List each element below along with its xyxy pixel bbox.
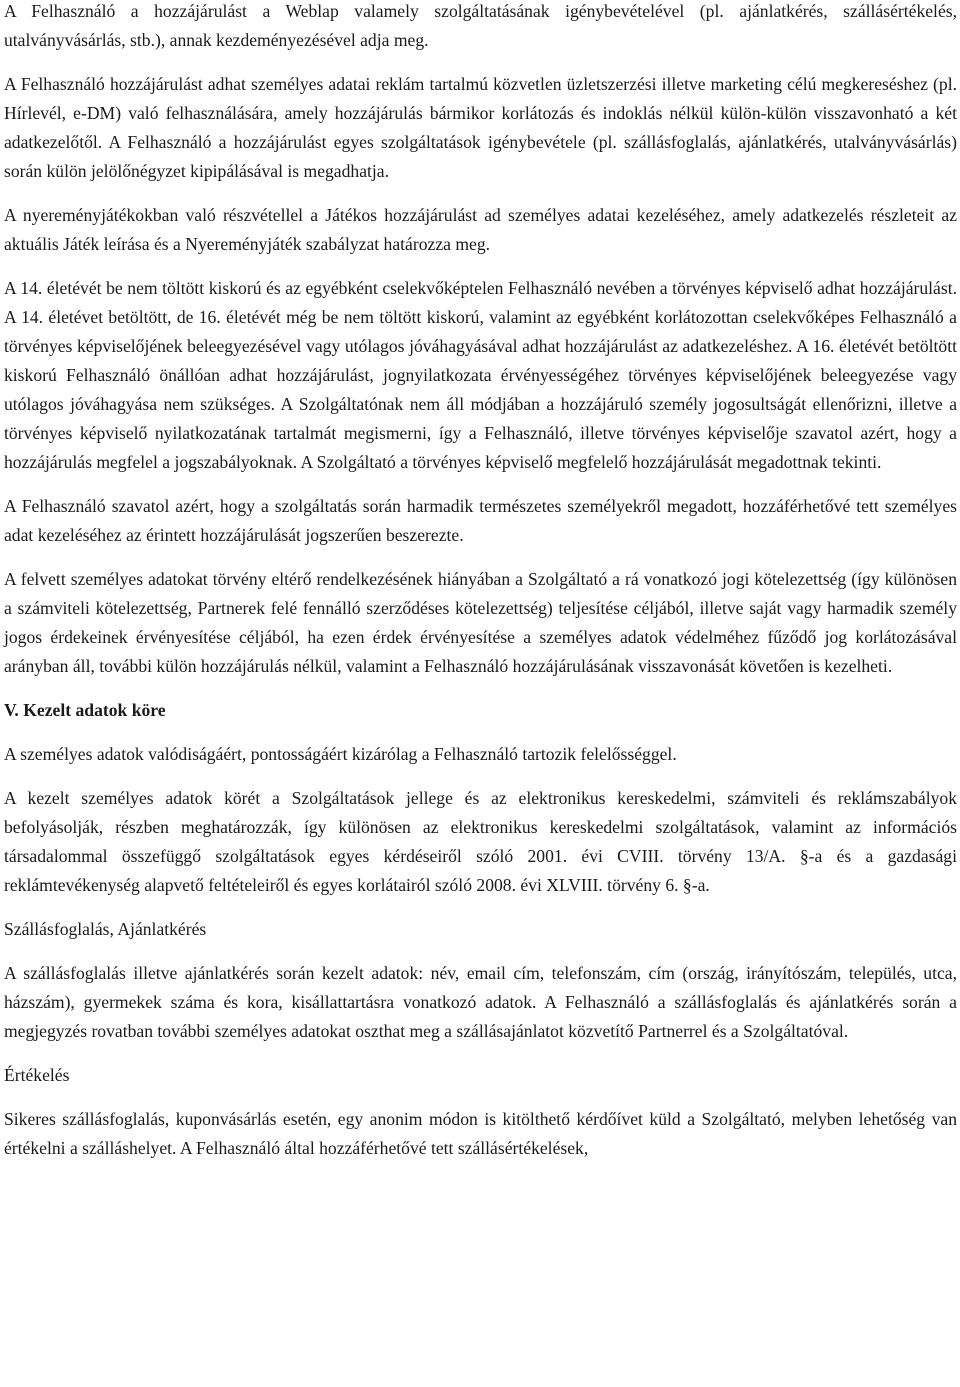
paragraph-review: Sikeres szállásfoglalás, kuponvásárlás esetén, egy anonim módon is kitölthető kérdőívet küld a Szolgáltató, melyben lehetőség van értékelni a szálláshelyet. A Felhasználó által hozzáférhetővé tett szállásértékelések, bbox=[4, 1109, 957, 1158]
paragraph-minors-consent: A 14. életévét be nem töltött kiskorú és az egyébként cselekvőképtelen Felhasználó nevében a törvényes képviselő adhat hozzájárulást. A 14. életévet betöltött, de 16. életévét még be nem töltött kiskorú, valamint az egyébként korlátozottan cselekvőképes Felhasználó a törvényes képviselőjének beleegyezésével vagy utólagos jóváhagyásával adhat hozzájárulást az adatkezeléshez. A 16. életévét betöltött kiskorú Felhasználó önállóan adhat hozzájárulást, jognyilatkozata érvényességéhez törvényes képviselőjének beleegyezése vagy utólagos jóváhagyása nem szükséges. A Szolgáltatónak nem áll módjában a hozzájáruló személy jogosultságát ellenőrizni, illetve a törvényes képviselő nyilatkozatának tartalmát megismerni, így a Felhasználó, illetve törvényes képviselője szavatol azért, hogy a hozzájárulás megfelel a jogszabályoknak. A Szolgáltató a törvényes képviselő megfelelő hozzájárulását megadottnak tekinti. bbox=[4, 278, 957, 472]
subheading-booking: Szállásfoglalás, Ajánlatkérés bbox=[4, 919, 207, 939]
paragraph-marketing-consent: A Felhasználó hozzájárulást adhat személyes adatai reklám tartalmú közvetlen üzletszerzési illetve marketing célú megkereséshez (pl. Hírlevél, e-DM) való felhasználására, amely hozzájárulás bármikor korlátozás és indoklás nélkül külön-külön visszavonható a két adatkezelőtől. A Felhasználó a hozzájárulást egyes szolgáltatások igénybevétele (pl. szállásfoglalás, ajánlatkérés, utalványvásárlás) során külön jelölőnégyzet kipipálásával is megadhatja. bbox=[4, 74, 957, 181]
paragraph-legal-obligations: A felvett személyes adatokat törvény eltérő rendelkezésének hiányában a Szolgáltató a rá vonatkozó jogi kötelezettség (így különösen a számviteli kötelezettség, Partnerek felé fennálló szerződéses kötelezettség) teljesítése céljából, illetve saját vagy harmadik személy jogos érdekeinek érvényesítése céljából, ha ezen érdek érvényesítése a személyes adatok védelméhez fűződő jog korlátozásával arányban áll, további külön hozzájárulás nélkül, valamint a Felhasználó hozzájárulásának visszavonását követően is kezelheti. bbox=[4, 569, 957, 676]
section-heading: V. Kezelt adatok köre bbox=[4, 700, 166, 720]
paragraph-data-scope: A kezelt személyes adatok körét a Szolgáltatások jellege és az elektronikus kereskedelmi, számviteli és reklámszabályok befolyásolják, részben meghatározzák, így különösen az elektronikus kereskedelmi szolgáltatások, valamint az információs társadalommal összefüggő szolgáltatások egyes kérdéseiről szóló 2001. évi CVIII. törvény 13/A. §-a és a gazdasági reklámtevékenység alapvető feltételeiről és egyes korlátairól szóló 2008. évi XLVIII. törvény 6. §-a. bbox=[4, 788, 957, 895]
paragraph-booking-data: A szállásfoglalás illetve ajánlatkérés során kezelt adatok: név, email cím, telefonszám, cím (ország, irányítószám, település, utca, házszám), gyermekek száma és kora, kisállattartásra vonatkozó adatok. A Felhasználó a szállásfoglalás és ajánlatkérés során a megjegyzés rovatban további személyes adatokat oszthat meg a szállásajánlatot közvetítő Partnerrel és a Szolgáltatóval. bbox=[4, 963, 957, 1041]
paragraph-third-party-data: A Felhasználó szavatol azért, hogy a szolgáltatás során harmadik természetes személyekről megadott, hozzáférhetővé tett személyes adat kezeléséhez az érintett hozzájárulását jogszerűen beszerezte. bbox=[4, 496, 957, 545]
subheading-review: Értékelés bbox=[4, 1065, 70, 1085]
paragraph-consent-usage: A Felhasználó a hozzájárulást a Weblap valamely szolgáltatásának igénybevételével (pl. ajánlatkérés, szállásértékelés, utalványvásárlás, stb.), annak kezdeményezésével adja meg. bbox=[4, 1, 957, 50]
paragraph-data-accuracy: A személyes adatok valódiságáért, pontosságáért kizárólag a Felhasználó tartozik felelősséggel. bbox=[4, 744, 677, 764]
paragraph-prize-games: A nyereményjátékokban való részvétellel a Játékos hozzájárulást ad személyes adatai kezeléséhez, amely adatkezelés részleteit az aktuális Játék leírása és a Nyereményjáték szabályzat határozza meg. bbox=[4, 205, 957, 254]
